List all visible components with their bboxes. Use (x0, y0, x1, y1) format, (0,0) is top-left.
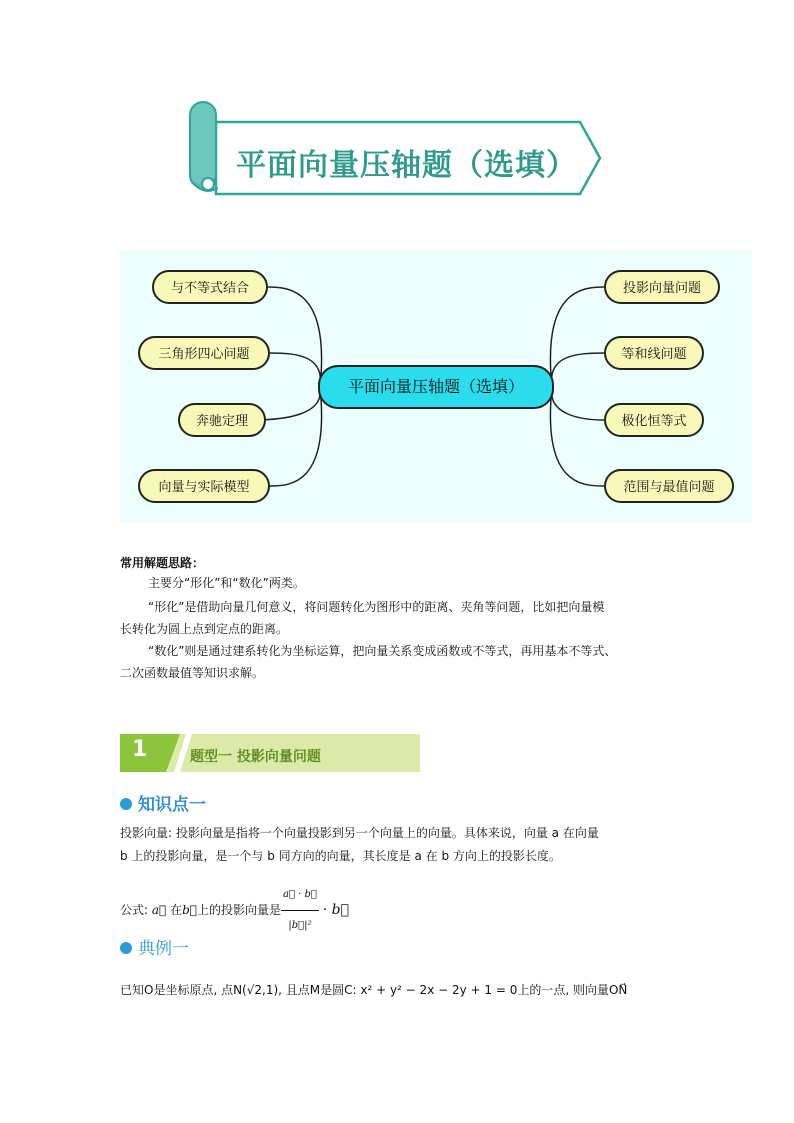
mind-map (120, 250, 752, 523)
method-line: 二次函数最值等知识求解。 (120, 666, 265, 680)
page-title: 平面向量压轴题（选填） (236, 148, 577, 183)
knowledge-heading-text: 知识点一 (138, 795, 206, 815)
bullet-dot-icon (120, 798, 132, 810)
method-title: 常用解题思路： (120, 556, 205, 570)
node-left-2: 三角形四心问题 (138, 336, 270, 370)
formula-fraction (281, 880, 319, 941)
formula-numerator: a⃗ · b⃗ (281, 880, 319, 911)
example-text: 已知O是坐标原点, 点N(√2,1), 且点M是圆C: x² + y² − 2x − 2y + 1 = 0上的一点, 则向量ON⃗ (120, 983, 628, 997)
node-left-1: 与不等式结合 (152, 270, 268, 304)
node-right-4: 范围与最值问题 (604, 469, 734, 503)
formula-vector-b: b⃗ (182, 903, 197, 917)
formula-tail: · b⃗ (322, 902, 349, 918)
bullet-dot-icon (120, 942, 132, 954)
section-number: 1 (132, 737, 148, 762)
node-center: 平面向量压轴题（选填） (318, 365, 554, 409)
knowledge-line: b 上的投影向量，是一个与 b 同方向的向量，其长度是 a 在 b 方向上的投影长度。 (120, 849, 561, 863)
method-line: “数化”则是通过建系转化为坐标运算，把向量关系变成函数或不等式，再用基本不等式、 (148, 644, 617, 658)
knowledge-line: 投影向量: 投影向量是指将一个向量投影到另一个向量上的向量。具体来说，向量 a 在向量 (120, 826, 599, 840)
method-line: 主要分“形化”和“数化”两类。 (148, 576, 305, 590)
formula-text: 在 (170, 903, 183, 917)
method-line: 长转化为圆上点到定点的距离。 (120, 622, 289, 636)
example-heading (120, 934, 189, 959)
formula-prefix: 公式: (120, 903, 149, 917)
formula-vector-a: a⃗ (151, 903, 167, 917)
knowledge-heading (120, 790, 206, 815)
formula (120, 880, 349, 941)
example-heading-text: 典例一 (138, 939, 189, 959)
node-right-3: 极化恒等式 (604, 403, 704, 437)
node-right-1: 投影向量问题 (604, 270, 720, 304)
formula-text: 上的投影向量是 (196, 903, 281, 917)
node-left-4: 向量与实际模型 (138, 469, 270, 503)
method-line: “形化”是借助向量几何意义，将问题转化为图形中的距离、夹角等问题，比如把向量模 (148, 600, 605, 614)
node-right-2: 等和线问题 (604, 336, 704, 370)
section-title: 题型一 投影向量问题 (190, 749, 321, 765)
node-left-3: 奔驰定理 (178, 403, 266, 437)
formula-denominator: |b⃗|² (288, 920, 312, 931)
